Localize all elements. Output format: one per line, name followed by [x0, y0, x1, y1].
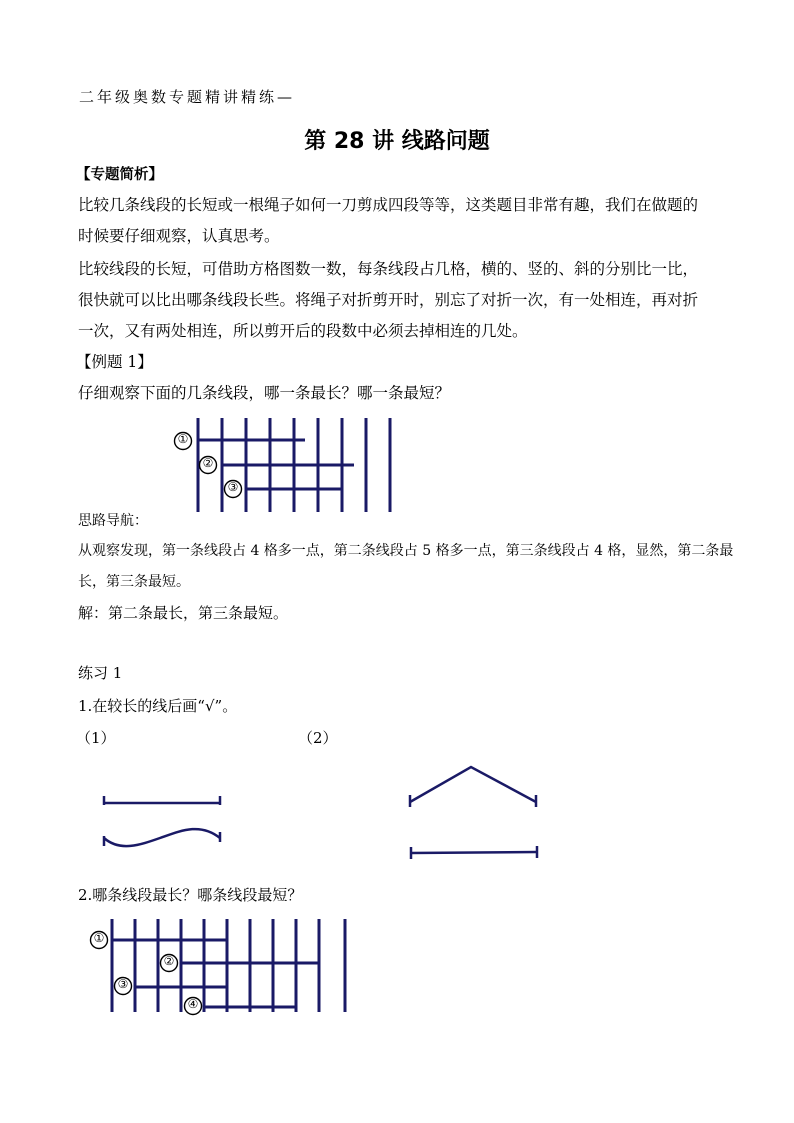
practice1-heading: 练习 1 [78, 664, 123, 682]
intro-para2-line2: 很快就可以比出哪条线段长些。将绳子对折剪开时，别忘了对折一次，有一处相连，再对折 [78, 291, 699, 309]
series-title: 二年级奥数专题精讲精练— [79, 88, 296, 106]
practice1-question2: 2.哪条线段最长？哪条线段最短？ [78, 886, 303, 904]
segment-label-1: ① [177, 432, 189, 446]
intro-para1-line2: 时候要仔细观察，认真思考。 [78, 227, 280, 245]
intro-para2-line3: 一次，又有两处相连，所以剪开后的段数中必须去掉相连的几处。 [78, 322, 528, 340]
lesson-title: 第 28 讲 线路问题 [304, 129, 490, 154]
thinking-line2: 长，第三条最短。 [78, 574, 190, 590]
example1-question: 仔细观察下面的几条线段，哪一条最长？哪一条最短？ [78, 384, 451, 402]
practice1-part1-label: （1） [76, 729, 116, 747]
example1-heading: 【例题 1】 [76, 353, 153, 371]
q2-segment-label-2: ② [163, 954, 175, 968]
section-heading-intro: 【专题简析】 [76, 167, 163, 183]
segment-label-2: ② [202, 456, 214, 470]
segment-label-3: ③ [227, 480, 239, 494]
thinking-line1: 从观察发现，第一条线段占 4 格多一点，第二条线段占 5 格多一点，第三条线段占 4 格，显然，第二条最 [78, 543, 734, 559]
q2-segment-label-3: ③ [117, 977, 129, 991]
thinking-label: 思路导航： [78, 513, 148, 529]
practice1-part2-label: （2） [298, 729, 338, 747]
intro-para1-line1: 比较几条线段的长短或一根绳子如何一刀剪成四段等等，这类题目非常有趣，我们在做题的 [78, 196, 699, 214]
q2-segment-label-1: ① [93, 931, 105, 945]
q2-segment-label-4: ④ [187, 997, 199, 1011]
intro-para2-line1: 比较线段的长短，可借助方格图数一数，每条线段占几格，横的、竖的、斜的分别比一比， [78, 260, 699, 278]
practice1-question1: 1.在较长的线后画“√”。 [78, 697, 238, 715]
example1-answer: 解：第二条最长，第三条最短。 [78, 604, 289, 622]
